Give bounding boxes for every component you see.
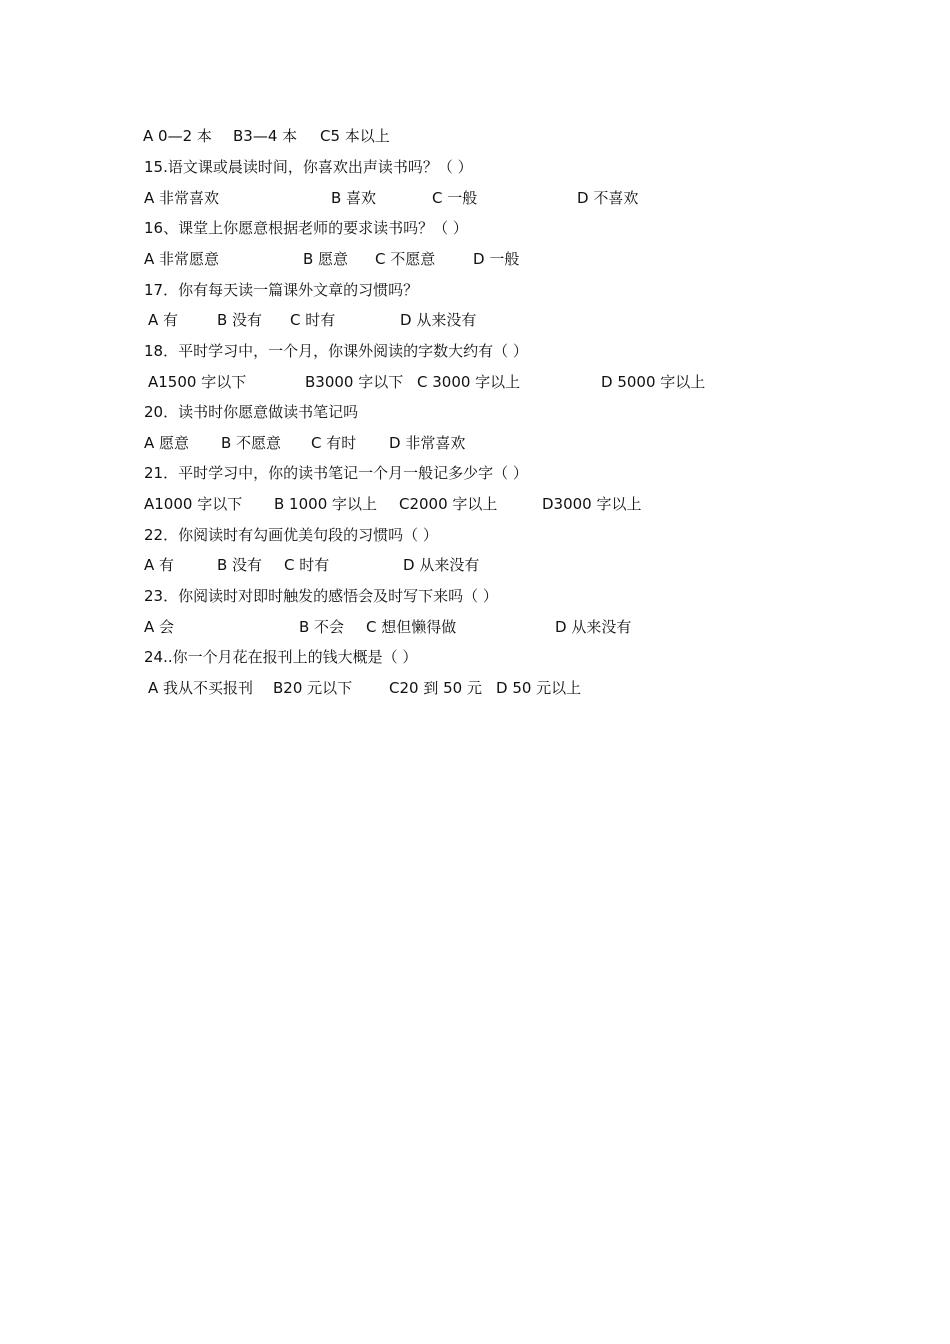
q21-question	[0, 462, 950, 484]
q15-options	[0, 187, 950, 209]
q22-option-a: A 有	[144, 556, 175, 574]
q18-option-d: D 5000 字以上	[601, 373, 706, 391]
q17-options	[0, 309, 950, 331]
q24-option-d: D 50 元以上	[496, 679, 582, 697]
q20-option-c: C 有时	[311, 434, 357, 452]
q16-question	[0, 217, 950, 239]
q22-option-b: B 没有	[217, 556, 263, 574]
q18-text: 18．平时学习中，一个月，你课外阅读的字数大约有（ ）	[144, 342, 528, 360]
q18-option-c: C 3000 字以上	[417, 373, 521, 391]
q16-option-d: D 一般	[473, 250, 520, 268]
q22-option-d: D 从来没有	[403, 556, 480, 574]
q22-options	[0, 554, 950, 576]
q16-options	[0, 248, 950, 270]
q18-option-a: A1500 字以下	[148, 373, 247, 391]
q16-option-b: B 愿意	[303, 250, 349, 268]
q18-options	[0, 371, 950, 393]
q24-question	[0, 646, 950, 668]
q23-option-a: A 会	[144, 618, 175, 636]
q16-option-c: C 不愿意	[375, 250, 436, 268]
q21-option-c: C2000 字以上	[399, 495, 498, 513]
q20-option-a: A 愿意	[144, 434, 190, 452]
q20-option-b: B 不愿意	[221, 434, 282, 452]
q17-text: 17．你有每天读一篇课外文章的习惯吗？	[144, 281, 419, 299]
q21-text: 21．平时学习中，你的读书笔记一个月一般记多少字（ ）	[144, 464, 528, 482]
q23-text: 23．你阅读时对即时触发的感悟会及时写下来吗（ ）	[144, 587, 498, 605]
q15-option-a: A 非常喜欢	[144, 189, 220, 207]
q24-option-c: C20 到 50 元	[389, 679, 482, 697]
q14-options	[0, 125, 950, 147]
q17-option-d: D 从来没有	[400, 311, 477, 329]
q14-option-a: A 0—2 本	[143, 127, 212, 145]
q16-text: 16、课堂上你愿意根据老师的要求读书吗？（ ）	[144, 219, 468, 237]
q17-option-c: C 时有	[290, 311, 336, 329]
q18-option-b: B3000 字以下	[305, 373, 404, 391]
q20-question	[0, 401, 950, 423]
q21-options	[0, 493, 950, 515]
q17-option-a: A 有	[148, 311, 179, 329]
q21-option-d: D3000 字以上	[542, 495, 642, 513]
q24-option-b: B20 元以下	[273, 679, 353, 697]
q24-options	[0, 677, 950, 699]
q23-option-d: D 从来没有	[555, 618, 632, 636]
q14-option-c: C5 本以上	[320, 127, 390, 145]
q23-option-c: C 想但懒得做	[366, 618, 457, 636]
q18-question	[0, 340, 950, 362]
q22-text: 22．你阅读时有勾画优美句段的习惯吗（ ）	[144, 526, 438, 544]
q22-question	[0, 524, 950, 546]
q20-option-d: D 非常喜欢	[389, 434, 466, 452]
q23-option-b: B 不会	[299, 618, 345, 636]
q16-option-a: A 非常愿意	[144, 250, 220, 268]
q17-question	[0, 279, 950, 301]
q14-option-b: B3—4 本	[233, 127, 298, 145]
q22-option-c: C 时有	[284, 556, 330, 574]
q23-options	[0, 616, 950, 638]
q20-text: 20．读书时你愿意做读书笔记吗	[144, 403, 359, 421]
q23-question	[0, 585, 950, 607]
q15-text: 15.语文课或晨读时间，你喜欢出声读书吗？（ ）	[144, 158, 473, 176]
q24-option-a: A 我从不买报刊	[148, 679, 254, 697]
q15-option-b: B 喜欢	[331, 189, 377, 207]
q20-options	[0, 432, 950, 454]
q17-option-b: B 没有	[217, 311, 263, 329]
q15-option-d: D 不喜欢	[577, 189, 639, 207]
q15-question	[0, 156, 950, 178]
q24-text: 24..你一个月花在报刊上的钱大概是（ ）	[144, 648, 418, 666]
q21-option-b: B 1000 字以上	[274, 495, 378, 513]
q15-option-c: C 一般	[432, 189, 478, 207]
q21-option-a: A1000 字以下	[144, 495, 243, 513]
